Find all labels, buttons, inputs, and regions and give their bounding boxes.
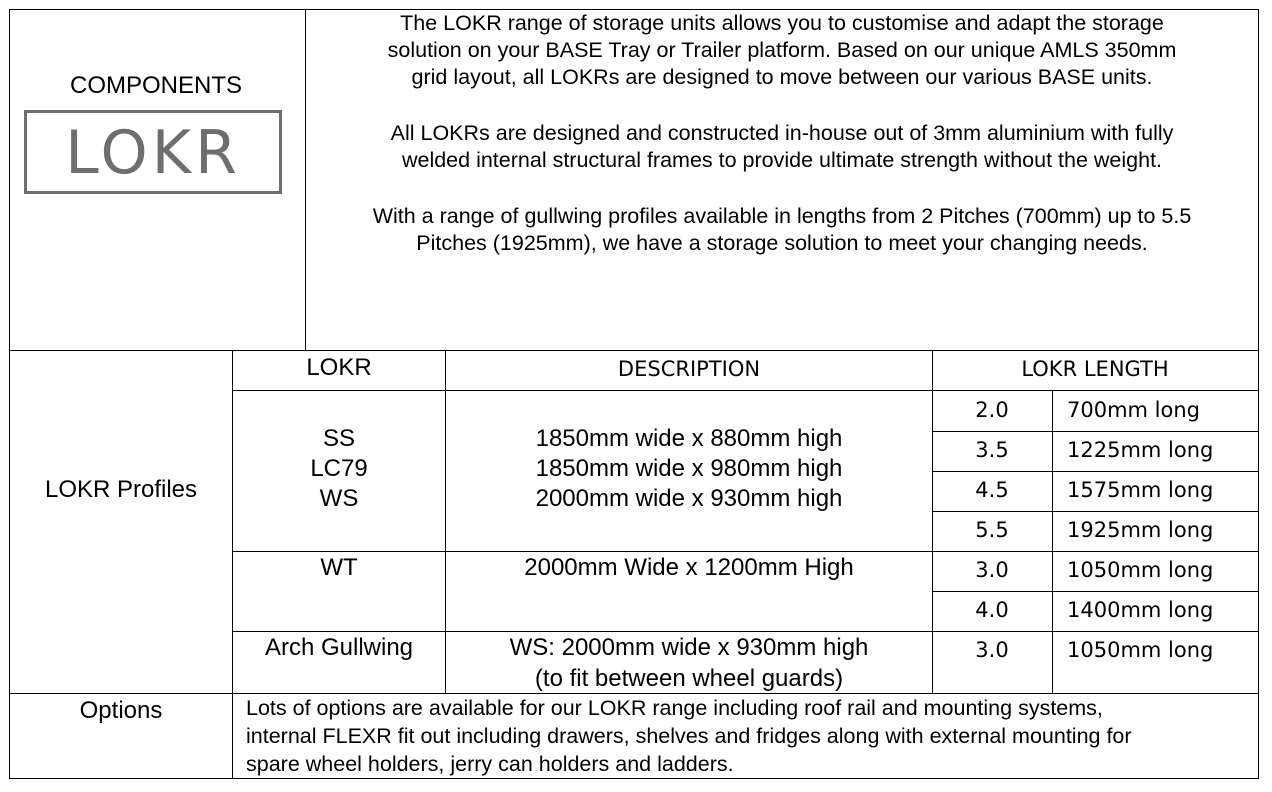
- divider-section: [232, 350, 233, 779]
- length-mm: 1575mm long: [1067, 478, 1214, 502]
- length-row-line: [932, 591, 1259, 592]
- length-pitch: 4.5: [975, 478, 1009, 502]
- group-divider: [232, 551, 932, 552]
- model-description: 2000mm wide x 930mm high: [535, 485, 843, 512]
- model-name: SS: [322, 425, 356, 452]
- length-pitch: 3.5: [975, 438, 1009, 462]
- length-pitch: 4.0: [975, 598, 1009, 622]
- col-header-lokr: LOKR: [306, 354, 372, 381]
- divider-header: [305, 9, 306, 351]
- options-line: spare wheel holders, jerry can holders and ladders.: [246, 752, 734, 776]
- model-description: 1850mm wide x 880mm high: [535, 425, 843, 452]
- profiles-section-label: LOKR Profiles: [44, 476, 198, 503]
- intro-line: The LOKR range of storage units allows you to customise and adapt the storage: [400, 11, 1164, 35]
- border-right: [1258, 9, 1259, 779]
- length-pitch: 5.5: [975, 518, 1009, 542]
- length-row-line: [932, 551, 1259, 552]
- divider-desc-length: [932, 350, 933, 694]
- intro-line: Pitches (1925mm), we have a storage solution to meet your changing needs.: [416, 231, 1148, 255]
- model-name: Arch Gullwing: [264, 634, 414, 661]
- border-left: [9, 9, 10, 779]
- options-label: Options: [79, 697, 163, 724]
- model-name: WS: [319, 485, 359, 512]
- intro-line: All LOKRs are designed and constructed in-house out of 3mm aluminium with fully: [390, 121, 1174, 145]
- lokr-logo-text: LOKR: [65, 118, 241, 188]
- model-name: WT: [320, 554, 358, 581]
- length-mm: 1050mm long: [1067, 638, 1214, 662]
- lokr-logo: [24, 110, 282, 194]
- divider-col-header: [232, 390, 1259, 391]
- intro-line: solution on your BASE Tray or Trailer platform. Based on our unique AMLS 350mm: [387, 38, 1177, 62]
- model-description: 1850mm wide x 980mm high: [535, 455, 843, 482]
- length-mm: 1050mm long: [1067, 558, 1214, 582]
- length-mm: 700mm long: [1067, 398, 1200, 422]
- length-row-line: [932, 431, 1259, 432]
- length-mm: 1225mm long: [1067, 438, 1214, 462]
- options-line: Lots of options are available for our LOKR range including roof rail and mounting systems,: [246, 696, 1103, 720]
- col-header-description: DESCRIPTION: [617, 357, 761, 381]
- intro-line: With a range of gullwing profiles available in lengths from 2 Pitches (700mm) up to 5.5: [372, 204, 1192, 228]
- col-header-length: LOKR LENGTH: [1021, 357, 1169, 381]
- length-mm: 1925mm long: [1067, 518, 1214, 542]
- components-label: COMPONENTS: [69, 72, 243, 99]
- length-pitch: 3.0: [975, 638, 1009, 662]
- intro-line: grid layout, all LOKRs are designed to move between our various BASE units.: [411, 65, 1153, 89]
- model-description: (to fit between wheel guards): [534, 665, 844, 692]
- model-description: WS: 2000mm wide x 930mm high: [509, 634, 869, 661]
- divider-header-bottom: [9, 350, 1259, 351]
- length-row-line: [932, 511, 1259, 512]
- model-name: LC79: [310, 455, 368, 482]
- length-mm: 1400mm long: [1067, 598, 1214, 622]
- divider-pitch-mm: [1052, 390, 1053, 694]
- length-row-line: [932, 471, 1259, 472]
- options-line: internal FLEXR fit out including drawers, shelves and fridges along with external mounting for: [246, 724, 1132, 748]
- model-description: 2000mm Wide x 1200mm High: [524, 554, 854, 581]
- length-pitch: 2.0: [975, 398, 1009, 422]
- intro-line: welded internal structural frames to provide ultimate strength without the weight.: [401, 148, 1163, 172]
- group-divider: [232, 631, 1259, 632]
- length-pitch: 3.0: [975, 558, 1009, 582]
- divider-lokr-desc: [445, 350, 446, 694]
